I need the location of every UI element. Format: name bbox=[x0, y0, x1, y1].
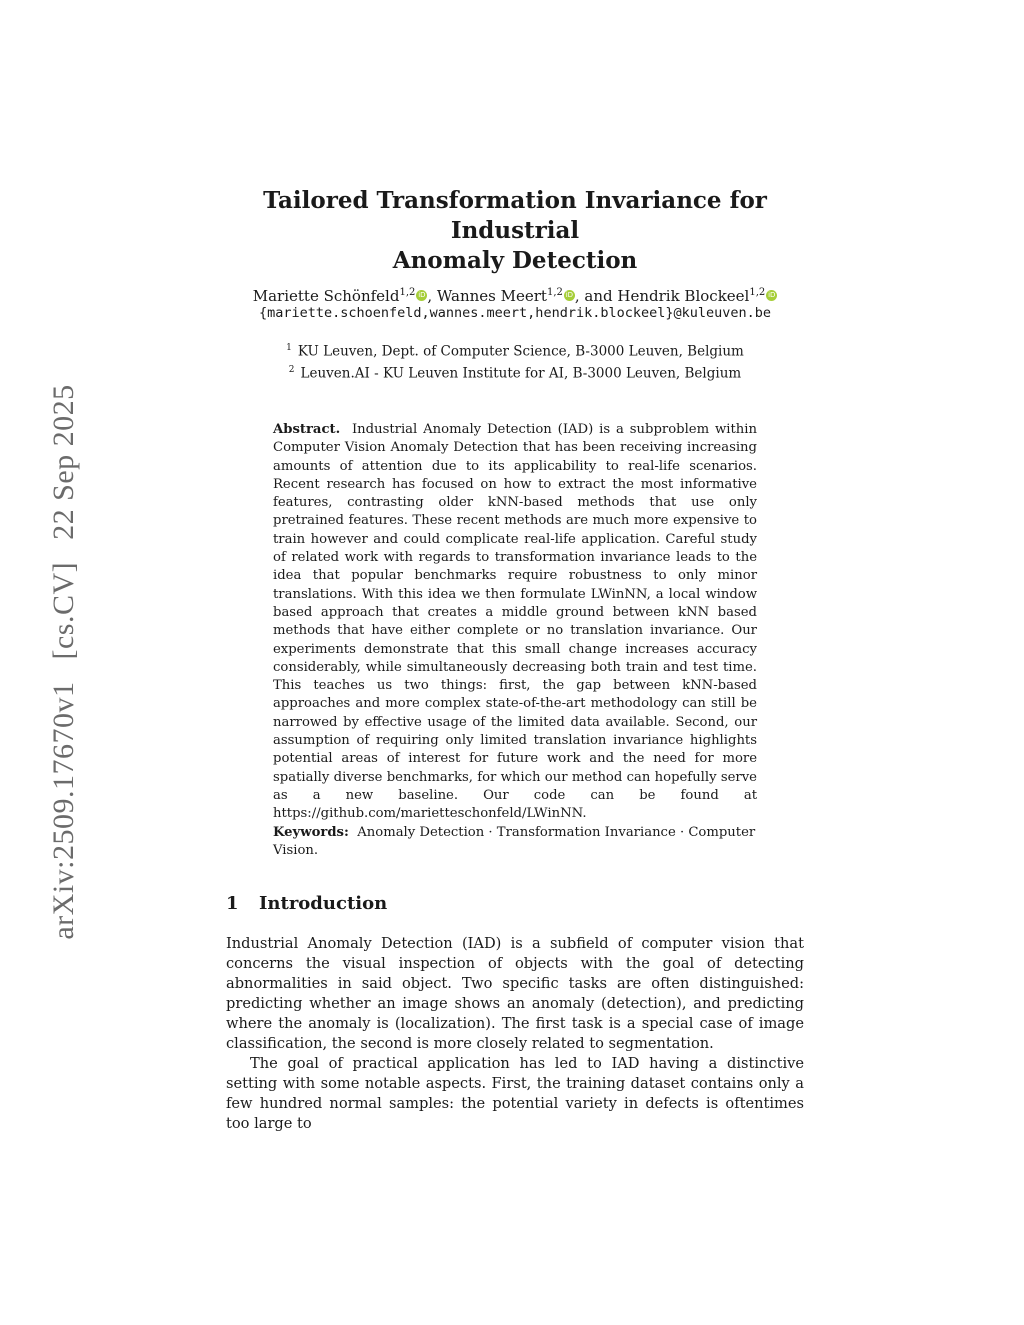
intro-body bbox=[226, 934, 804, 1134]
title-line-2: Anomaly Detection bbox=[392, 247, 638, 274]
author-emails: {mariette.schoenfeld,wannes.meert,hendrik.blockeel}@kuleuven.be bbox=[258, 305, 772, 321]
affiliations bbox=[240, 339, 790, 383]
orcid-icon[interactable]: iD bbox=[768, 291, 776, 299]
section-number: 1 bbox=[226, 893, 239, 914]
abstract-label: Abstract. bbox=[273, 422, 341, 437]
intro-paragraph: Industrial Anomaly Detection (IAD) is a subfield of computer vision that concerns the visual inspection of objects with the goal of detecting abnormalities in said object. Two specific tasks are often distinguished: predicting whether an image shows an anomaly (detection), and predicting where the anomaly is (localization). The first task is a special case of image classification, the second is more closely related to segmentation. bbox=[226, 935, 804, 1052]
section-title: Introduction bbox=[259, 893, 388, 914]
affiliation-number: 2 bbox=[288, 365, 295, 375]
author-affil: 1,2 bbox=[546, 287, 563, 298]
arxiv-category: [cs.CV] bbox=[47, 561, 80, 660]
intro-paragraph: The goal of practical application has led to IAD having a distinctive setting with some notable aspects. First, the training dataset contains only a few hundred normal samples: the potential variety in defects is oftentimes too large to bbox=[226, 1055, 804, 1132]
paper-title bbox=[200, 186, 830, 276]
abstract-text: Industrial Anomaly Detection (IAD) is a subproblem within Computer Vision Anomaly Detection that has been receiving increasing amounts of attention due to its applicability to real-life scenarios. Recent research has focused on how to extract the most informative features, contrasting older kNN-based methods that use only pretrained features. These recent methods are much more expensive to train however and could complicate real-life application. Careful study of related work with regards to transformation invariance leads to the idea that popular benchmarks require robustness to only minor translations. With this idea we then formulate LWinNN, a local window based approach that creates a middle ground between kNN based methods that have either complete or no translation invariance. Our experiments demonstrate that this small change increases accuracy considerably, while simultaneously decreasing both train and test time. This teaches us two things: first, the gap between kNN-based approaches and more complex state-of-the-art methodology can still be narrowed by effective usage of the limited data available. Second, our assumption of requiring only limited translation invariance highlights potential areas of interest for future work and the need for more spatially diverse benchmarks, for which our method can hopefully serve as a new baseline. Our code can be found at https://github.com/marietteschonfeld/LWinNN. bbox=[273, 422, 757, 822]
author-name: Wannes Meert bbox=[436, 287, 547, 305]
arxiv-id: arXiv:2509.17670v1 bbox=[47, 681, 80, 940]
keywords bbox=[273, 824, 757, 861]
keywords-label: Keywords: bbox=[273, 825, 349, 840]
affiliation-number: 1 bbox=[286, 343, 292, 353]
abstract bbox=[273, 421, 757, 824]
author-name: Hendrik Blockeel bbox=[617, 287, 750, 305]
orcid-icon[interactable]: iD bbox=[565, 291, 574, 299]
author-separator: , bbox=[427, 287, 437, 305]
affiliation-text: KU Leuven, Dept. of Computer Science, B-3000 Leuven, Belgium bbox=[297, 343, 744, 360]
author-affil: 1,2 bbox=[399, 287, 416, 298]
author-name: Mariette Schönfeld bbox=[252, 287, 400, 305]
arxiv-date: 22 Sep 2025 bbox=[47, 384, 80, 540]
title-line-1: Tailored Transformation Invariance for Industrial bbox=[263, 187, 767, 244]
author-list bbox=[160, 283, 870, 306]
author-affil: 1,2 bbox=[749, 287, 766, 298]
affiliation-item bbox=[240, 361, 790, 383]
arxiv-stamp bbox=[47, 384, 81, 939]
affiliation-text: Leuven.AI - KU Leuven Institute for AI, B-3000 Leuven, Belgium bbox=[300, 365, 742, 382]
section-heading bbox=[226, 893, 387, 915]
author-separator: , and bbox=[574, 287, 618, 305]
affiliation-item bbox=[240, 339, 790, 361]
keywords-text: Anomaly Detection · Transformation Invariance · Computer Vision. bbox=[273, 825, 756, 859]
orcid-icon[interactable]: iD bbox=[418, 291, 426, 299]
